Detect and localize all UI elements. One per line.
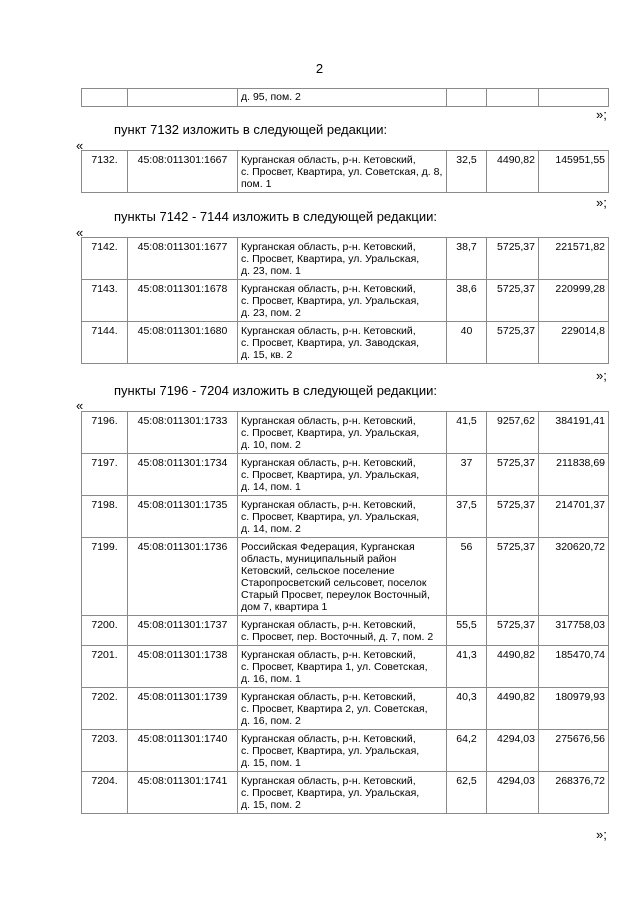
section-heading: пункты 7142 - 7144 изложить в следующей редакции: (114, 209, 437, 224)
row-number (82, 89, 128, 107)
address (238, 238, 447, 280)
address-line: д. 23, пом. 2 (241, 307, 301, 319)
address-line: Курганская область, р-н. Кетовский, (241, 415, 416, 427)
address-line: с. Просвет, Квартира 2, ул. Советская, (241, 703, 428, 715)
address-line: дом 7, квартира 1 (241, 601, 328, 613)
address-line: д. 15, пом. 2 (241, 799, 301, 811)
cost: 221571,82 (539, 238, 609, 280)
table-row (82, 688, 609, 730)
address (238, 322, 447, 364)
address-line: Курганская область, р-н. Кетовский, (241, 325, 416, 337)
price: 5725,37 (487, 496, 539, 538)
price: 5725,37 (487, 238, 539, 280)
table-row (82, 412, 609, 454)
section-table (81, 237, 609, 364)
address-line: область, муниципальный район (241, 553, 397, 565)
address-line: с. Просвет, Квартира, ул. Заводская, (241, 337, 420, 349)
address-line: Курганская область, р-н. Кетовский, (241, 154, 416, 166)
area: 56 (447, 538, 487, 616)
table-row (82, 496, 609, 538)
address-line: с. Просвет, Квартира, ул. Советская, д. 8, (241, 166, 443, 178)
row-number: 7200. (82, 616, 128, 646)
section-heading: пункт 7132 изложить в следующей редакции: (114, 122, 388, 137)
table-row (82, 730, 609, 772)
address (238, 412, 447, 454)
cadastral-number: 45:08:011301:1741 (128, 772, 238, 814)
table-row (82, 280, 609, 322)
address-line: Курганская область, р-н. Кетовский, (241, 457, 416, 469)
cadastral-number: 45:08:011301:1740 (128, 730, 238, 772)
table-row (82, 151, 609, 193)
cost: 145951,55 (539, 151, 609, 193)
open-quote: « (76, 398, 84, 413)
row-number: 7202. (82, 688, 128, 730)
cadastral-number (128, 89, 238, 107)
row-number: 7201. (82, 646, 128, 688)
address-line: Старый Просвет, переулок Восточный, (241, 589, 430, 601)
address-line: д. 14, пом. 1 (241, 481, 301, 493)
section-table (81, 411, 609, 814)
page-number: 2 (315, 61, 324, 76)
fragment-table (81, 88, 609, 107)
row-number: 7197. (82, 454, 128, 496)
close-quote: »; (596, 827, 607, 842)
address-line: Кетовский, сельское поселение (241, 565, 395, 577)
cost: 229014,8 (539, 322, 609, 364)
address (238, 772, 447, 814)
price: 4294,03 (487, 730, 539, 772)
address-line: Российская Федерация, Курганская (241, 541, 415, 553)
address-line: Старопросветский сельсовет, поселок (241, 577, 427, 589)
address (238, 454, 447, 496)
address (238, 538, 447, 616)
row-number: 7143. (82, 280, 128, 322)
cost: 180979,93 (539, 688, 609, 730)
price: 4490,82 (487, 646, 539, 688)
address-line: пом. 1 (241, 178, 272, 190)
address-line: д. 23, пом. 1 (241, 265, 301, 277)
address-line: д. 16, пом. 2 (241, 715, 301, 727)
section-heading: пункты 7196 - 7204 изложить в следующей редакции: (114, 383, 437, 398)
address-line: Курганская область, р-н. Кетовский, (241, 775, 416, 787)
price: 5725,37 (487, 280, 539, 322)
price: 5725,37 (487, 454, 539, 496)
price: 9257,62 (487, 412, 539, 454)
address-line: Курганская область, р-н. Кетовский, (241, 649, 416, 661)
area: 32,5 (447, 151, 487, 193)
row-number: 7142. (82, 238, 128, 280)
area: 41,5 (447, 412, 487, 454)
close-quote: »; (596, 107, 607, 122)
cadastral-number: 45:08:011301:1738 (128, 646, 238, 688)
address (238, 646, 447, 688)
cost: 220999,28 (539, 280, 609, 322)
area: 38,7 (447, 238, 487, 280)
area: 38,6 (447, 280, 487, 322)
row-number: 7196. (82, 412, 128, 454)
address-line: с. Просвет, Квартира 1, ул. Советская, (241, 661, 428, 673)
address-line: с. Просвет, Квартира, ул. Уральская, (241, 511, 420, 523)
address (238, 151, 447, 193)
address-line: с. Просвет, Квартира, ул. Уральская, (241, 469, 420, 481)
address-line: с. Просвет, пер. Восточный, д. 7, пом. 2 (241, 631, 434, 643)
price: 5725,37 (487, 538, 539, 616)
row-number: 7203. (82, 730, 128, 772)
table-row (82, 538, 609, 616)
cadastral-number: 45:08:011301:1736 (128, 538, 238, 616)
area: 62,5 (447, 772, 487, 814)
area: 64,2 (447, 730, 487, 772)
table-row (82, 772, 609, 814)
address-line: Курганская область, р-н. Кетовский, (241, 691, 416, 703)
address-line: Курганская область, р-н. Кетовский, (241, 733, 416, 745)
table-row (82, 89, 609, 107)
table-row (82, 646, 609, 688)
open-quote: « (76, 138, 84, 153)
price: 5725,37 (487, 322, 539, 364)
area: 37 (447, 454, 487, 496)
row-number: 7132. (82, 151, 128, 193)
cadastral-number: 45:08:011301:1680 (128, 322, 238, 364)
cost: 320620,72 (539, 538, 609, 616)
cadastral-number: 45:08:011301:1667 (128, 151, 238, 193)
address-line: д. 16, пом. 1 (241, 673, 301, 685)
cost: 384191,41 (539, 412, 609, 454)
address-line: Курганская область, р-н. Кетовский, (241, 499, 416, 511)
cost: 268376,72 (539, 772, 609, 814)
address (238, 616, 447, 646)
address-line: Курганская область, р-н. Кетовский, (241, 241, 416, 253)
row-number: 7204. (82, 772, 128, 814)
price (487, 89, 539, 107)
address (238, 688, 447, 730)
cadastral-number: 45:08:011301:1735 (128, 496, 238, 538)
address-line: д. 10, пом. 2 (241, 439, 301, 451)
address-line: с. Просвет, Квартира, ул. Уральская, (241, 427, 420, 439)
address-line: д. 15, кв. 2 (241, 349, 293, 361)
table-row (82, 454, 609, 496)
row-number: 7198. (82, 496, 128, 538)
address (238, 280, 447, 322)
cost: 211838,69 (539, 454, 609, 496)
close-quote: »; (596, 368, 607, 383)
section-table (81, 150, 609, 193)
row-number: 7199. (82, 538, 128, 616)
cadastral-number: 45:08:011301:1733 (128, 412, 238, 454)
cadastral-number: 45:08:011301:1677 (128, 238, 238, 280)
row-number: 7144. (82, 322, 128, 364)
area: 40 (447, 322, 487, 364)
address: д. 95, пом. 2 (238, 89, 447, 107)
area: 37,5 (447, 496, 487, 538)
area (447, 89, 487, 107)
address-line: д. 15, пом. 1 (241, 757, 301, 769)
cadastral-number: 45:08:011301:1737 (128, 616, 238, 646)
price: 4490,82 (487, 151, 539, 193)
cost: 214701,37 (539, 496, 609, 538)
table-row (82, 616, 609, 646)
address (238, 730, 447, 772)
address-line: Курганская область, р-н. Кетовский, (241, 283, 416, 295)
address-line: с. Просвет, Квартира, ул. Уральская, (241, 787, 420, 799)
area: 55,5 (447, 616, 487, 646)
cadastral-number: 45:08:011301:1678 (128, 280, 238, 322)
close-quote: »; (596, 195, 607, 210)
table-row (82, 322, 609, 364)
area: 41,3 (447, 646, 487, 688)
address-line: с. Просвет, Квартира, ул. Уральская, (241, 253, 420, 265)
address-line: с. Просвет, Квартира, ул. Уральская, (241, 295, 420, 307)
price: 4294,03 (487, 772, 539, 814)
open-quote: « (76, 225, 84, 240)
cost: 317758,03 (539, 616, 609, 646)
address-line: д. 14, пом. 2 (241, 523, 301, 535)
address (238, 496, 447, 538)
price: 4490,82 (487, 688, 539, 730)
address-line: Курганская область, р-н. Кетовский, (241, 619, 416, 631)
price: 5725,37 (487, 616, 539, 646)
cadastral-number: 45:08:011301:1739 (128, 688, 238, 730)
area: 40,3 (447, 688, 487, 730)
cost: 185470,74 (539, 646, 609, 688)
cost: 275676,56 (539, 730, 609, 772)
cost (539, 89, 609, 107)
cadastral-number: 45:08:011301:1734 (128, 454, 238, 496)
table-row (82, 238, 609, 280)
address-line: с. Просвет, Квартира, ул. Уральская, (241, 745, 420, 757)
